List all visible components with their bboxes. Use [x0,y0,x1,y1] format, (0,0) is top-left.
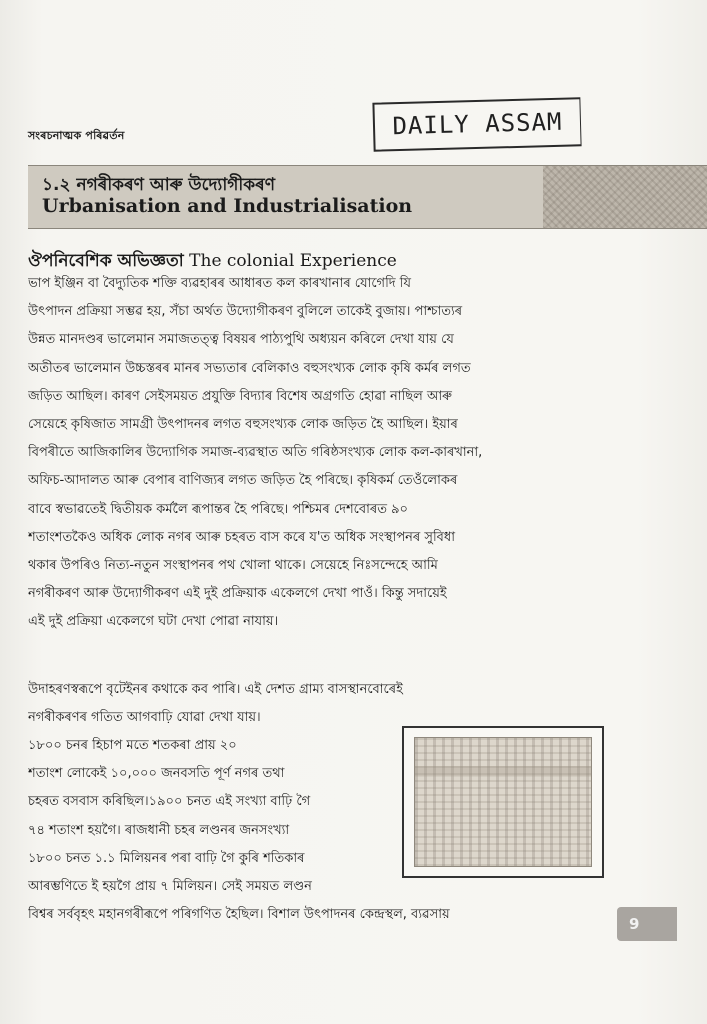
paragraph-line: ১৮০০ চনত ১.১ মিলিয়নৰ পৰা বাঢ়ি গৈ কুৰি শতিকাৰ [28,850,305,866]
paragraph-line: বাবে স্বভাৱতেই দ্বিতীয়ক কৰ্মলৈ ৰূপান্তৰ হৈ পৰিছে। পশ্চিমৰ দেশবোৰত ৯০ [28,501,409,517]
paragraph-line: উন্নত মানদণ্ডৰ ভালেমান সমাজতত্ত্ব বিষয়ৰ পাঠ্যপুথি অধ্যয়ন কৰিলে দেখা যায় যে [28,332,454,348]
paragraph-line: চহৰত বসবাস কৰিছিল।১৯০০ চনত এই সংখ্যা বাঢ়ি গৈ [28,794,311,810]
paragraph-line: উৎপাদন প্ৰক্ৰিয়া সম্ভৱ হয়, সঁচা অৰ্থত উদ্যোগীকৰণ বুলিলে তাকেই বুজায়। পাশ্চাত্যৰ [28,304,463,320]
section-title-en: Urbanisation and Industrialisation [42,195,413,217]
paragraph-line: সেয়েহে কৃষিজাত সামগ্ৰী উৎপাদনৰ লগত বহুসংখ্যক লোক জড়িত হৈ আছিল। ইয়াৰ [28,417,458,433]
heading-decoration [543,166,707,228]
paragraph-line: নগৰীকৰণৰ গতিত আগবাঢ়ি যোৱা দেখা যায়। [28,710,261,726]
section-title-bn: ১.২ নগৰীকৰণ আৰু উদ্যোগীকৰণ [42,175,276,195]
paragraph-3 [28,732,688,929]
daily-assam-stamp: DAILY ASSAM [372,97,581,151]
paragraph-line: অফিচ-আদালত আৰু বেপাৰ বাণিজ্যৰ লগত জড়িত হৈ পৰিছে। কৃষিকৰ্ম তেওঁলোকৰ [28,473,458,489]
paragraph-1 [28,270,678,637]
paragraph-line: ভাপ ইঞ্জিন বা বৈদ্যুতিক শক্তি ব্যৱহাৰৰ আধাৰত কল কাৰখানাৰ যোগেদি যি [28,276,411,291]
paragraph-2 [28,676,678,732]
paragraph-line: আৰম্ভণিতে ই হয়গৈ প্ৰায় ৭ মিলিয়ন। সেই সময়ত লণ্ডন [28,879,312,895]
subsection-title-bn: ঔপনিবেশিক অভিজ্ঞতা [28,251,184,271]
paragraph-line: উদাহৰণস্বৰূপে বৃটেইনৰ কথাকে কব পাৰি। এই দেশত গ্ৰাম্য বাসস্থানবোৰেই [28,682,403,697]
running-head: সংৰচনাত্মক পৰিৱৰ্তন [28,129,125,142]
paragraph-line: ৭৪ শতাংশ হয়গৈ। ৰাজধানী চহৰ লণ্ডনৰ জনসংখ্যা [28,822,290,838]
paragraph-line: বিপৰীতে আজিকালিৰ উদ্যোগিক সমাজ-ব্যৱস্থাত অতি গৰিষ্ঠসংখ্যক লোক কল-কাৰখানা, [28,445,483,461]
paragraph-line: জড়িত আছিল। কাৰণ সেইসময়ত প্ৰযুক্তি বিদ্যাৰ বিশেষ অগ্ৰগতি হোৱা নাছিল আৰু [28,388,452,404]
paragraph-line: ১৮০০ চনৰ হিচাপ মতে শতকৰা প্ৰায় ২০ [28,738,237,753]
paragraph-line: থকাৰ উপৰিও নিত্য-নতুন সংস্থাপনৰ পথ খোলা থাকে। সেয়েহে নিঃসন্দেহে আমি [28,558,438,574]
paragraph-line: অতীতৰ ভালেমান উচ্চস্তৰৰ মানৰ সভ্যতাৰ বেলিকাও বহুসংখ্যক লোক কৃষি কৰ্মৰ লগত [28,360,471,376]
paragraph-line: এই দুই প্ৰক্ৰিয়া একেলগে ঘটা দেখা পোৱা নাযায়। [28,614,279,630]
page-number: 9 [617,907,677,941]
paragraph-line: বিশ্বৰ সৰ্ববৃহৎ মহানগৰীৰূপে পৰিগণিত হৈছিল। বিশাল উৎপাদনৰ কেন্দ্ৰস্থল, ব্যৱসায় [28,907,450,923]
section-heading-box [28,165,707,229]
paragraph-line: নগৰীকৰণ আৰু উদ্যোগীকৰণ এই দুই প্ৰক্ৰিয়াক একেলগে দেখা পাওঁ। কিন্তু সদায়েই [28,586,447,602]
paragraph-line: শতাংশতকৈও অধিক লোক নগৰ আৰু চহৰত বাস কৰে য'ত অধিক সংস্থাপনৰ সুবিধা [28,529,455,545]
subsection-title-en: The colonial Experience [189,251,397,271]
paragraph-line: শতাংশ লোকেই ১০,০০০ জনবসতি পূৰ্ণ নগৰ তথা [28,766,285,782]
